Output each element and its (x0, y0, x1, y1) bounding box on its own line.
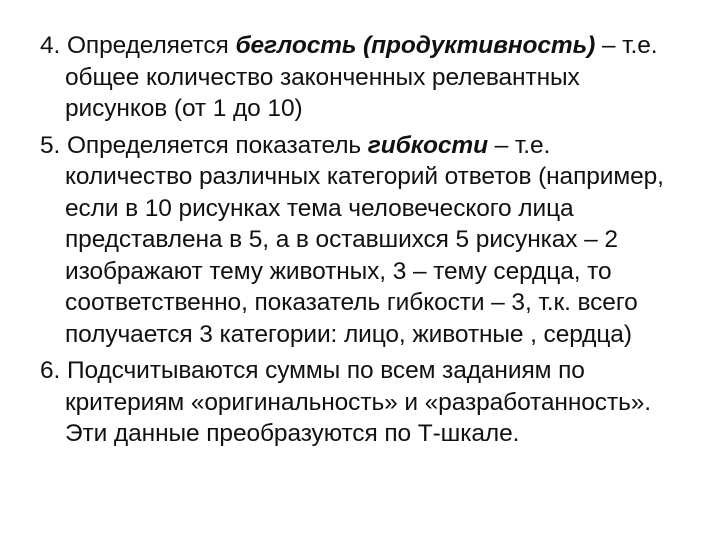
item-5-prefix: 5. Определяется показатель (40, 131, 368, 159)
list-item-5 (40, 130, 680, 351)
item-5-suffix: – т.е. количество различных категорий ответов (например, если в 10 рисунках тема человеческого лица представлена в 5, а в оставшихся 5 рисунках – 2 изображают тему животных, 3 – тему сердца, то соответственно, показатель гибкости – 3, т.к. всего получается 3 категории: лицо, животные , сердца) (65, 131, 664, 348)
item-6-text: 6. Подсчитываются суммы по всем заданиям по критериям «оригинальность» и «разработанность». Эти данные преобразуются по Т-шкале. (40, 357, 651, 447)
slide-text-body (40, 30, 680, 455)
term-fluency: беглость (продуктивность) (235, 32, 596, 59)
list-item-6 (40, 355, 680, 450)
term-flexibility: гибкости (367, 131, 488, 159)
item-4-prefix: 4. Определяется (40, 32, 236, 59)
item-4-suffix: – т.е. общее количество законченных релевантных рисунков (от 1 до 10) (65, 32, 658, 122)
list-item-4 (40, 30, 680, 125)
